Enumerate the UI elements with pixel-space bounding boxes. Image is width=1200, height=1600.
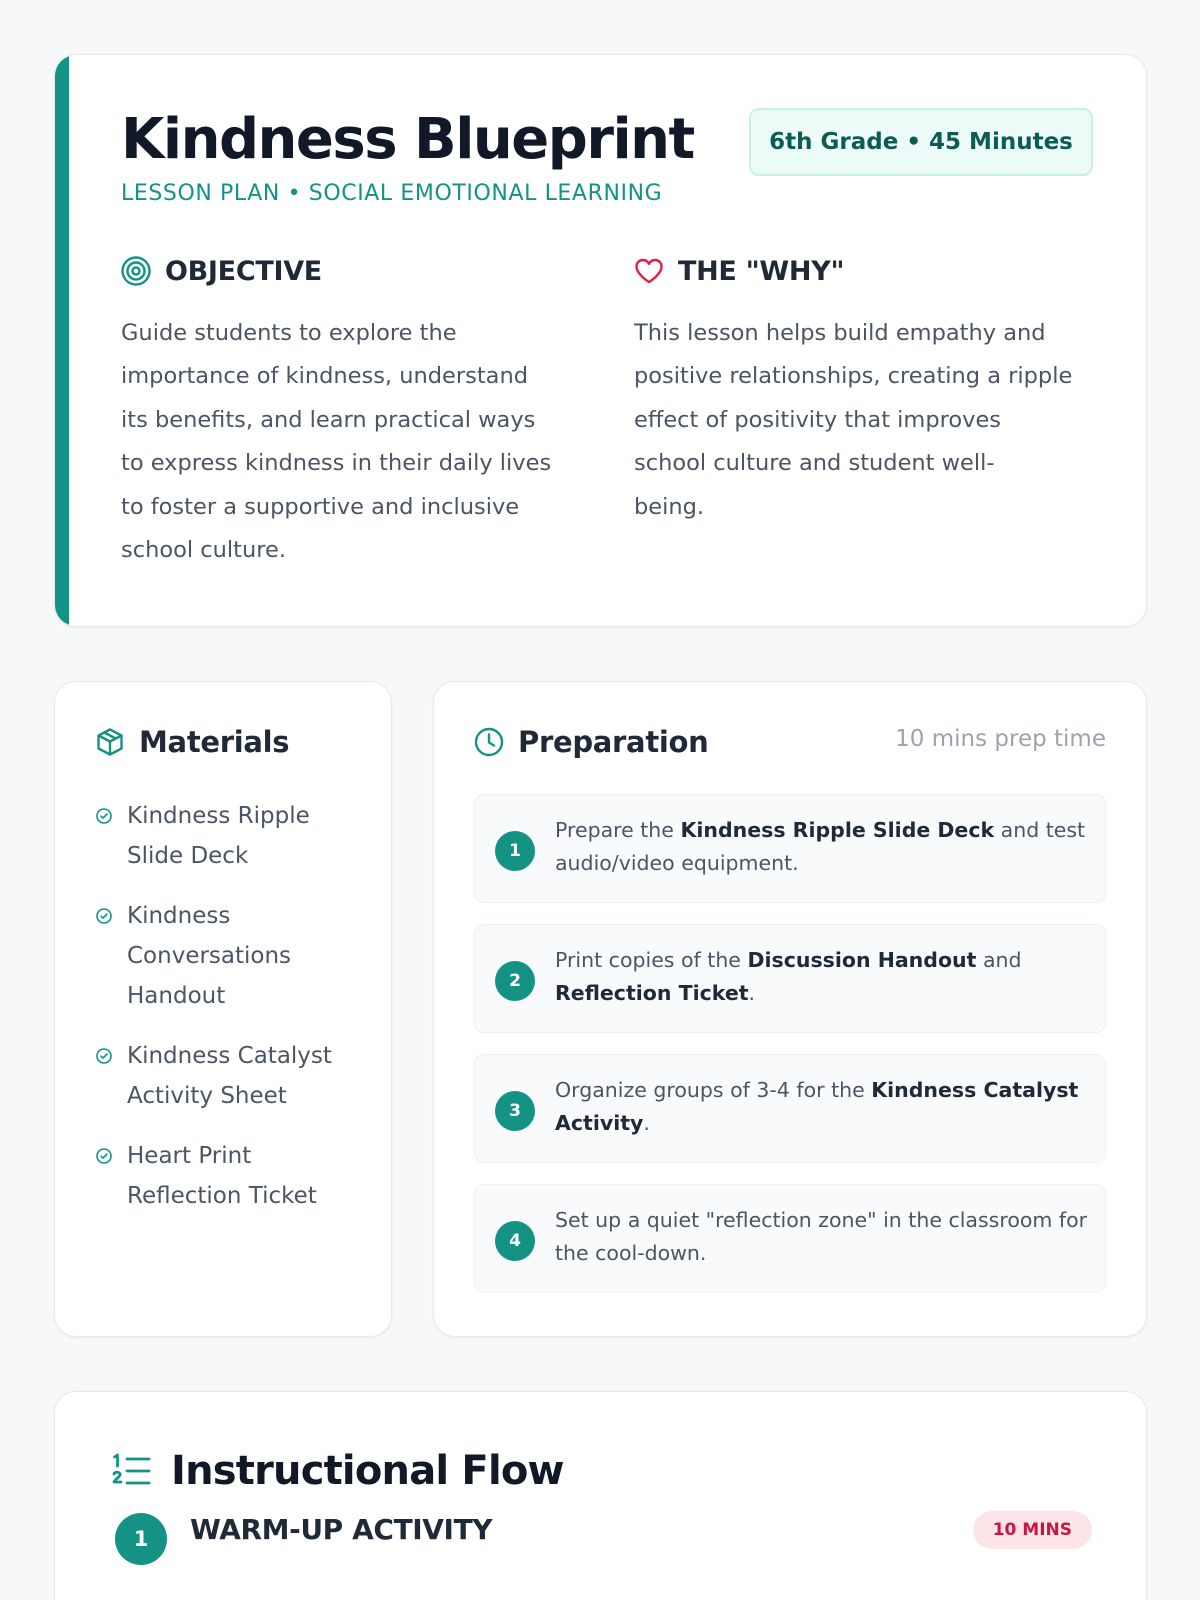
material-item [95, 896, 355, 1016]
check-circle-icon [95, 1047, 113, 1065]
objective-heading-label: OBJECTIVE [165, 255, 322, 287]
prep-time-label: 10 mins prep time [895, 726, 1106, 752]
grade-duration-badge: 6th Grade • 45 Minutes [749, 108, 1093, 176]
page-title: Kindness Blueprint [121, 107, 694, 172]
lesson-subtitle: LESSON PLAN • SOCIAL EMOTIONAL LEARNING [121, 181, 663, 206]
accent-bar [55, 55, 69, 626]
why-line: effect of positivity that improves [634, 406, 1002, 433]
prep-step-emphasis: Kindness Catalyst Activity [555, 1078, 1079, 1135]
duration-badge: 10 MINS [973, 1511, 1092, 1549]
why-text [634, 312, 1104, 529]
prep-step-text [555, 1204, 1091, 1270]
prep-step-fragment: Prepare the [555, 818, 681, 842]
prep-step-fragment: Organize groups of 3-4 for the [555, 1078, 872, 1102]
material-item-text [127, 896, 291, 1016]
material-item-line: Reflection Ticket [127, 1183, 317, 1209]
materials-card [54, 681, 392, 1337]
check-circle-icon [95, 1147, 113, 1165]
material-item-line: Slide Deck [127, 843, 249, 869]
instructional-flow-card [54, 1391, 1147, 1600]
prep-step-text [555, 814, 1091, 880]
prep-step-fragment: and [976, 948, 1022, 972]
prep-step-number: 2 [495, 961, 535, 1001]
materials-heading [93, 725, 289, 759]
clock-icon [472, 725, 506, 759]
why-line: being. [634, 493, 705, 520]
prep-step [474, 1184, 1106, 1293]
numbered-list-icon [111, 1451, 151, 1491]
why-line: positive relationships, creating a ripple [634, 363, 1073, 390]
objective-line: Guide students to explore the [121, 320, 457, 346]
flow-step-title: WARM-UP ACTIVITY [190, 1513, 493, 1546]
prep-step [474, 1054, 1106, 1163]
material-item-line: Kindness [127, 903, 231, 929]
why-heading-label: THE "WHY" [678, 255, 845, 287]
material-item-line: Conversations [127, 943, 292, 969]
prep-step-emphasis: Discussion Handout [747, 948, 977, 972]
why-line: school culture and student well- [634, 450, 995, 477]
material-item-line: Kindness Ripple [127, 803, 310, 829]
material-item-line: Kindness Catalyst [127, 1043, 332, 1069]
prep-step-number: 3 [495, 1091, 535, 1131]
prep-step-fragment: and test audio/video equipment. [555, 818, 1086, 875]
objective-line: importance of kindness, understand [121, 363, 528, 390]
material-item-text [127, 1136, 317, 1216]
preparation-title: Preparation [518, 725, 709, 759]
prep-step-number: 4 [495, 1221, 535, 1261]
why-line: This lesson helps build empathy and [634, 320, 1046, 346]
material-item-line: Handout [127, 983, 226, 1009]
prep-step [474, 924, 1106, 1033]
target-icon [119, 254, 153, 288]
prep-step-fragment: . [643, 1111, 650, 1135]
prep-step-fragment: Set up a quiet "reflection zone" in the classroom for the cool-down. [555, 1208, 1088, 1265]
box-icon [93, 725, 127, 759]
prep-step-emphasis: Reflection Ticket [555, 981, 749, 1005]
materials-list [95, 796, 355, 1236]
material-item [95, 1036, 355, 1116]
flow-title: Instructional Flow [171, 1448, 564, 1494]
preparation-heading [472, 725, 709, 759]
material-item-line: Activity Sheet [127, 1083, 287, 1109]
material-item [95, 796, 355, 876]
lesson-header-card [54, 54, 1147, 627]
flow-step-number: 1 [115, 1513, 167, 1565]
objective-line: to foster a supportive and inclusive [121, 493, 520, 520]
objective-line: school culture. [121, 537, 287, 564]
material-item [95, 1136, 355, 1216]
prep-step-fragment: Print copies of the [555, 948, 748, 972]
prep-step-text [555, 1074, 1091, 1140]
objective-heading [119, 254, 322, 288]
prep-step [474, 794, 1106, 903]
why-heading [632, 254, 844, 288]
objective-line: to express kindness in their daily lives [121, 450, 552, 477]
heart-icon [632, 254, 666, 288]
materials-title: Materials [139, 725, 290, 759]
prep-step-text [555, 944, 1091, 1010]
check-circle-icon [95, 907, 113, 925]
prep-step-number: 1 [495, 831, 535, 871]
check-circle-icon [95, 807, 113, 825]
material-item-text [127, 796, 310, 876]
prep-step-fragment: . [748, 981, 756, 1005]
objective-line: its benefits, and learn practical ways [121, 406, 536, 433]
preparation-card [433, 681, 1147, 1337]
flow-heading [111, 1448, 564, 1494]
material-item-line: Heart Print [127, 1143, 252, 1169]
prep-step-emphasis: Kindness Ripple Slide Deck [680, 818, 995, 842]
material-item-text [127, 1036, 332, 1116]
objective-text [121, 312, 591, 572]
